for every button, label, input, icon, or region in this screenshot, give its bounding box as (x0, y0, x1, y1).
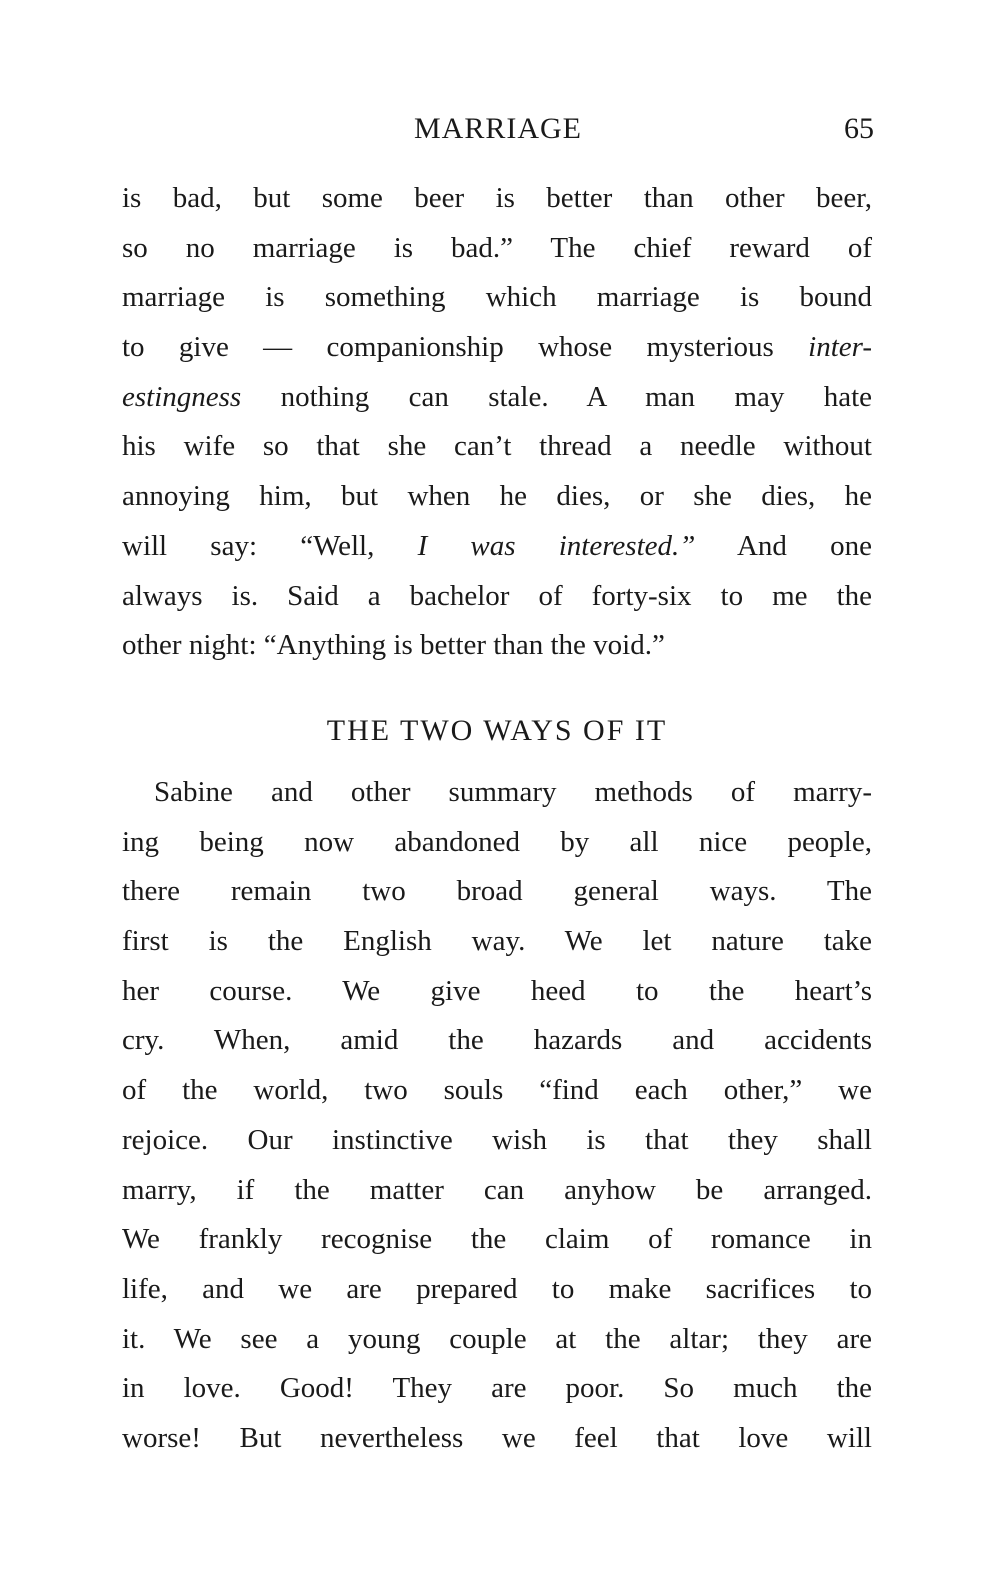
italic-word: inter- (808, 331, 873, 364)
text-line: We frankly recognise the claim of romance in (122, 1223, 872, 1256)
text-segment: And one (736, 529, 872, 562)
running-title: MARRIAGE (413, 112, 582, 145)
text-line: is bad, but some beer is better than other beer, (122, 182, 872, 214)
text-segment: nothing can stale. A man may hate (280, 380, 872, 413)
italic-word: estingness (122, 380, 242, 413)
text-segment: to give — companionship whose mysterious (122, 331, 774, 364)
text-line: cry. When, amid the hazards and accidents (122, 1024, 872, 1057)
text-line (122, 522, 872, 572)
text-line: it. We see a young couple at the altar; they are (122, 1322, 872, 1355)
text-line: marry, if the matter can anyhow be arranged. (122, 1173, 872, 1206)
text-line: annoying him, but when he dies, or she dies, he (122, 480, 872, 513)
text-line: other night: “Anything is better than the void.” (122, 629, 665, 662)
text-segment: will say: “Well, (122, 529, 375, 562)
text-line: his wife so that she can’t thread a needle without (122, 430, 872, 463)
text-line: so no marriage is bad.” The chief reward of (122, 231, 872, 264)
page-number: 65 (844, 112, 874, 145)
italic-phrase: I was interested.” (417, 529, 696, 562)
text-line: life, and we are prepared to make sacrifices to (122, 1272, 872, 1305)
text-line: of the world, two souls “find each other,” we (122, 1074, 872, 1107)
text-line: her course. We give heed to the heart’s (122, 974, 872, 1007)
text-line: in love. Good! They are poor. So much the (122, 1372, 872, 1405)
text-line: Sabine and other summary methods of marry- (154, 776, 872, 808)
paragraph (122, 768, 872, 1464)
text-line: worse! But nevertheless we feel that love will (122, 1421, 872, 1454)
running-head (122, 112, 874, 156)
section-heading: THE TWO WAYS OF IT (326, 714, 668, 747)
text-line: there remain two broad general ways. The (122, 875, 872, 908)
text-line (122, 373, 872, 423)
text-line: ing being now abandoned by all nice people, (122, 825, 872, 858)
paragraph-continued (122, 174, 872, 671)
text-line: always is. Said a bachelor of forty-six to me the (122, 579, 872, 612)
text-line: marriage is something which marriage is bound (122, 281, 872, 314)
text-line: rejoice. Our instinctive wish is that they shall (122, 1123, 872, 1156)
text-line (122, 323, 872, 373)
text-line: first is the English way. We let nature take (122, 925, 872, 958)
